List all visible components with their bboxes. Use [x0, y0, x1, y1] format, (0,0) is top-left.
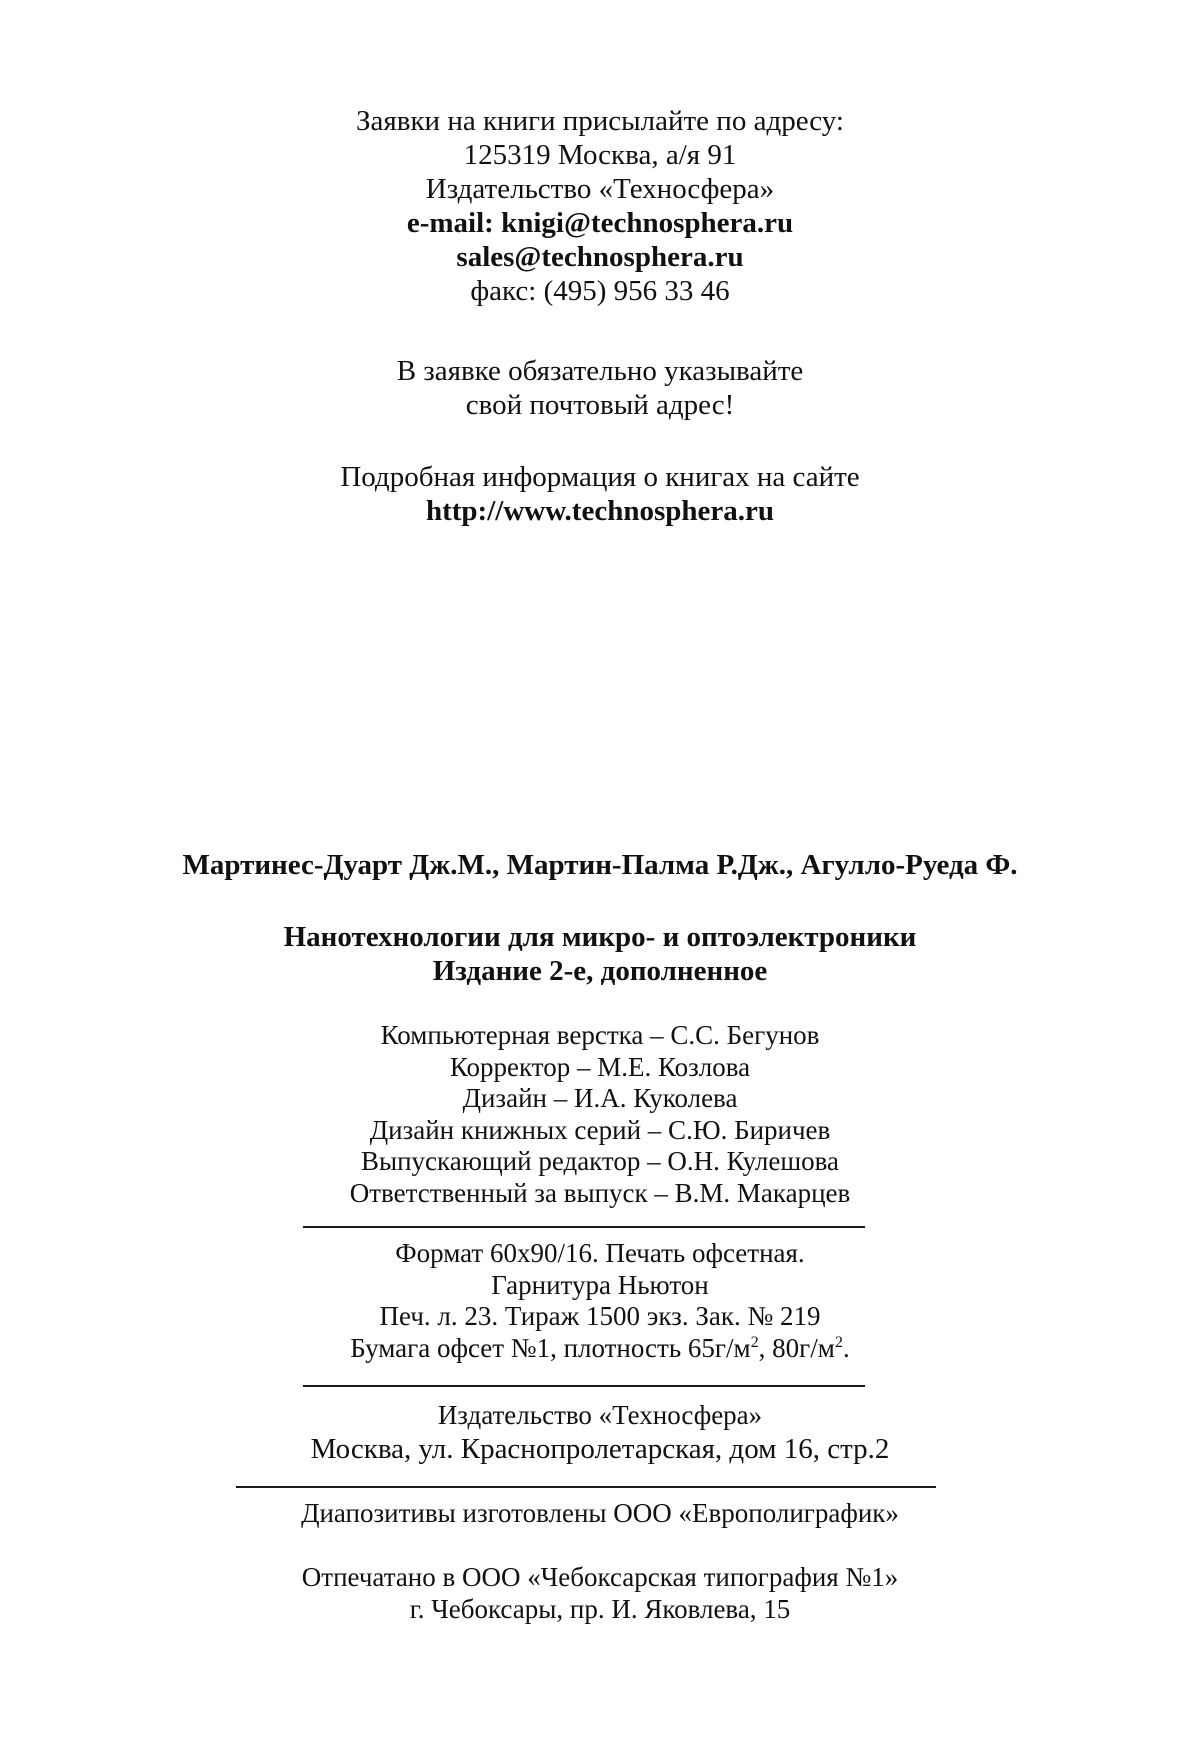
orders-fax: факс: (495) 956 33 46: [470, 275, 730, 307]
printer-block: [0, 1562, 1200, 1625]
book-title: Нанотехнологии для микро- и оптоэлектроники: [283, 921, 917, 953]
authors-block: [0, 848, 1200, 882]
book-authors: Мартинес-Дуарт Дж.М., Мартин-Палма Р.Дж., Агулло-Руеда Ф.: [182, 849, 1018, 881]
notice-line-1: В заявке обязательно указывайте: [396, 355, 804, 387]
divider-1: [303, 1226, 865, 1228]
website-block: [0, 460, 1200, 528]
printer-name: Отпечатано в ООО «Чебоксарская типография №1»: [301, 1562, 899, 1592]
print-paper: Бумага офсет №1, плотность $65г/м^2$, $80г/м^2$.: [350, 1332, 850, 1363]
credit-design: Дизайн – И.А. Куколева: [462, 1083, 738, 1113]
printer-address: г. Чебоксары, пр. И. Яковлева, 15: [409, 1593, 791, 1624]
orders-publisher-name: Издательство «Техносфера»: [425, 173, 775, 205]
orders-heading: Заявки на книги присылайте по адресу:: [356, 105, 844, 137]
notice-block: [0, 354, 1200, 422]
publisher-block: [0, 1400, 1200, 1466]
print-typeface: Гарнитура Ньютон: [491, 1269, 709, 1300]
title-block: [0, 920, 1200, 988]
divider-3: [236, 1486, 936, 1488]
credit-series-design: Дизайн книжных серий – С.Ю. Биричев: [369, 1114, 831, 1145]
print-format: Формат 60х90/16. Печать офсетная.: [395, 1238, 805, 1268]
orders-email: e-mail: knigi@technosphera.ru: [406, 207, 794, 239]
website-url: http://www.technosphera.ru: [425, 495, 774, 527]
orders-postal-address: 125319 Москва, а/я 91: [463, 139, 737, 171]
publisher-address: Москва, ул. Краснопролетарская, дом 16, стр.2: [310, 1432, 890, 1465]
orders-sales-email: sales@technosphera.ru: [456, 241, 744, 273]
website-info: Подробная информация о книгах на сайте: [340, 461, 860, 493]
diapositives-block: [0, 1498, 1200, 1530]
credit-managing-editor: Выпускающий редактор – О.Н. Кулешова: [360, 1146, 840, 1176]
print-volume: Печ. л. 23. Тираж 1500 экз. Зак. № 219: [379, 1301, 821, 1331]
notice-line-2: свой почтовый адрес!: [465, 389, 735, 421]
diapositives-note: Диапозитивы изготовлены ООО «Европолиграфик»: [301, 1498, 899, 1528]
print-specs-block: [0, 1238, 1200, 1364]
credit-layout: Компьютерная верстка – С.С. Бегунов: [380, 1020, 820, 1050]
book-edition: Издание 2-е, дополненное: [432, 955, 768, 987]
divider-2: [303, 1385, 865, 1387]
credits-block: [0, 1020, 1200, 1209]
credit-responsible: Ответственный за выпуск – В.М. Макарцев: [349, 1177, 851, 1208]
credit-proofreader: Корректор – М.Е. Козлова: [449, 1051, 751, 1082]
orders-block: [0, 104, 1200, 308]
publisher-name: Издательство «Техносфера»: [437, 1400, 763, 1430]
